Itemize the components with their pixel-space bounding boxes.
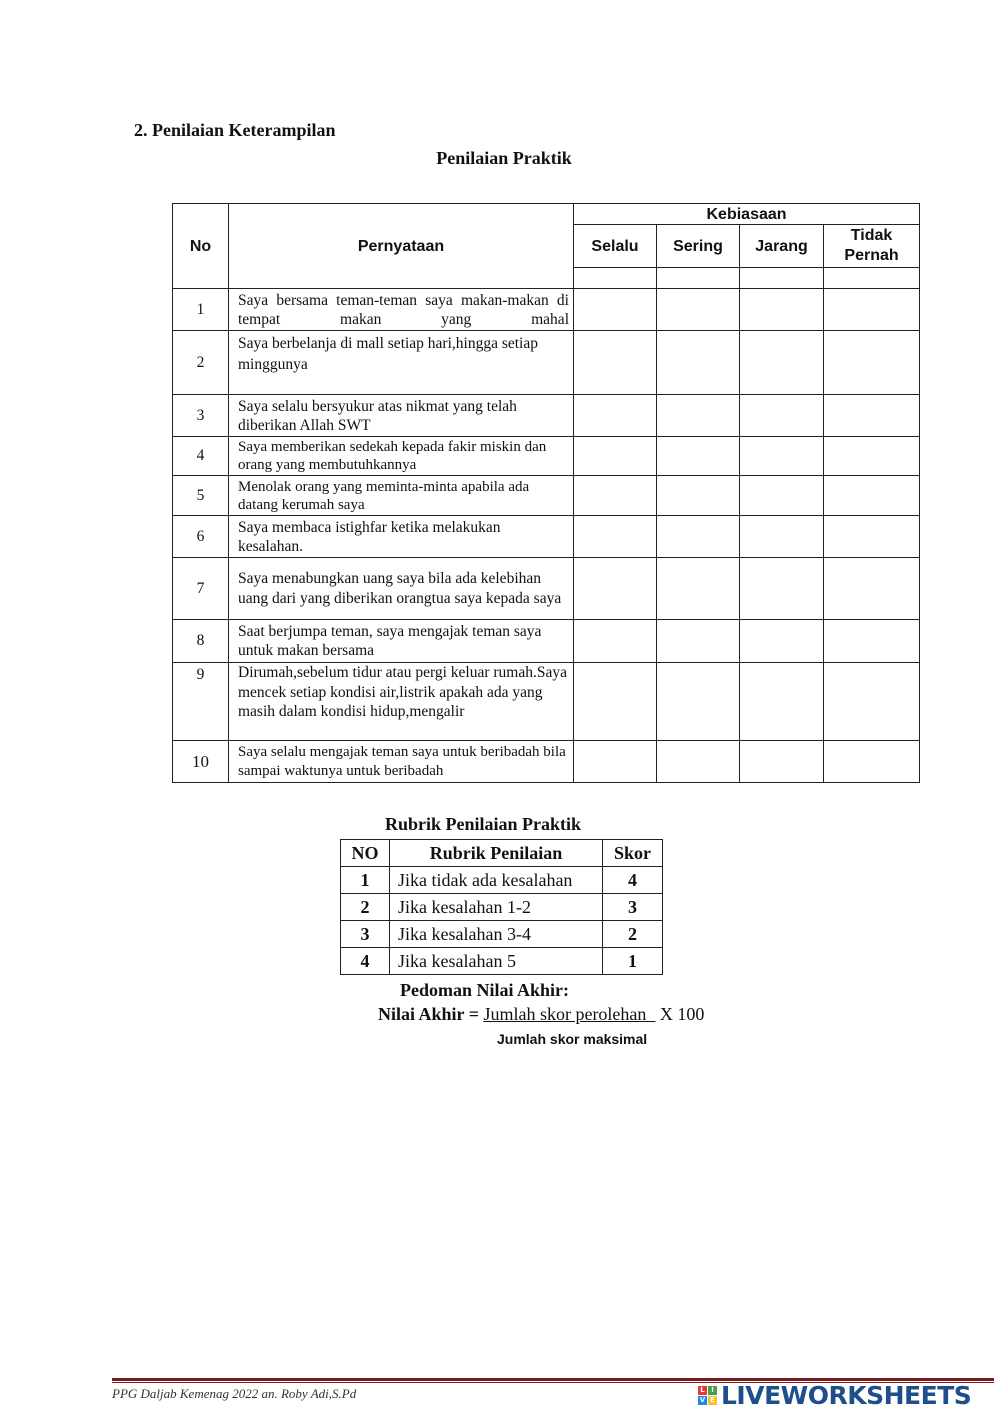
answer-selalu[interactable]: [574, 331, 657, 395]
answer-tidak-pernah[interactable]: [824, 741, 920, 783]
logo-blocks-icon: [698, 1386, 717, 1405]
rubric-row: [341, 921, 663, 948]
table-row: [173, 437, 920, 476]
row-statement: Saya menabungkan uang saya bila ada kelebihan uang dari yang diberikan orangtua saya kepada saya: [229, 558, 574, 620]
rubric-score: 3: [603, 894, 663, 921]
row-statement: Menolak orang yang meminta-minta apabila ada datang kerumah saya: [229, 476, 574, 516]
row-number: 5: [173, 476, 229, 516]
table-row: [173, 476, 920, 516]
rubric-row: [341, 894, 663, 921]
logo-block: E: [708, 1396, 717, 1405]
answer-sering[interactable]: [657, 516, 740, 558]
rubric-row: [341, 948, 663, 975]
table-row: [173, 663, 920, 741]
rubric-row: [341, 867, 663, 894]
row-number: 6: [173, 516, 229, 558]
rubric-header-score: Skor: [603, 840, 663, 867]
answer-tidak-pernah[interactable]: [824, 663, 920, 741]
header-kebiasaan: Kebiasaan: [574, 204, 920, 225]
logo-block: I: [708, 1386, 717, 1395]
answer-tidak-pernah[interactable]: [824, 395, 920, 437]
answer-sering[interactable]: [657, 289, 740, 331]
answer-jarang[interactable]: [740, 331, 824, 395]
answer-jarang[interactable]: [740, 289, 824, 331]
rubric-score: 4: [603, 867, 663, 894]
section-title: 2. Penilaian Keterampilan: [134, 120, 336, 140]
answer-sering[interactable]: [657, 663, 740, 741]
answer-sering[interactable]: [657, 620, 740, 663]
answer-tidak-pernah[interactable]: [824, 516, 920, 558]
answer-jarang[interactable]: [740, 663, 824, 741]
answer-jarang[interactable]: [740, 476, 824, 516]
logo-block: L: [698, 1386, 707, 1395]
answer-tidak-pernah[interactable]: [824, 620, 920, 663]
rubric-criteria: Jika kesalahan 5: [390, 948, 603, 975]
table-row: [173, 395, 920, 437]
answer-jarang[interactable]: [740, 741, 824, 783]
header-statement: Pernyataan: [229, 204, 574, 289]
sub-title: Penilaian Praktik: [436, 148, 572, 168]
row-statement: Saya memberikan sedekah kepada fakir miskin dan orang yang membutuhkannya: [229, 437, 574, 476]
liveworksheets-logo: [698, 1380, 971, 1410]
logo-block: V: [699, 1395, 706, 1404]
formula-numerator: Jumlah skor perolehan: [483, 1004, 647, 1024]
header-tidak-pernah: Tidak Pernah: [824, 225, 920, 268]
answer-jarang[interactable]: [740, 516, 824, 558]
row-number: 4: [173, 437, 229, 476]
formula-underline-gap: [646, 1004, 655, 1024]
table-row: [173, 289, 920, 331]
header-sering: Sering: [657, 225, 740, 268]
pedoman-title: Pedoman Nilai Akhir:: [400, 980, 570, 1000]
rubric-score: 2: [603, 921, 663, 948]
rubric-score: 1: [603, 948, 663, 975]
blank-cell: [740, 268, 824, 289]
row-number: 7: [173, 558, 229, 620]
answer-jarang[interactable]: [740, 437, 824, 476]
answer-selalu[interactable]: [574, 663, 657, 741]
rubric-criteria: Jika tidak ada kesalahan: [390, 867, 603, 894]
header-selalu: Selalu: [574, 225, 657, 268]
header-no: No: [173, 204, 229, 289]
answer-selalu[interactable]: [574, 437, 657, 476]
answer-sering[interactable]: [657, 558, 740, 620]
answer-selalu[interactable]: [574, 516, 657, 558]
answer-jarang[interactable]: [740, 620, 824, 663]
formula-denominator: Jumlah skor maksimal: [497, 1031, 648, 1047]
rubric-header-criteria: Rubrik Penilaian: [390, 840, 603, 867]
answer-sering[interactable]: [657, 395, 740, 437]
rubric-no: 2: [341, 894, 390, 921]
answer-sering[interactable]: [657, 437, 740, 476]
formula-multiplier: X 100: [659, 1004, 705, 1024]
table-row: [173, 516, 920, 558]
row-statement: Saya bersama teman-teman saya makan-makan di tempat makan yang mahal: [229, 289, 574, 331]
answer-jarang[interactable]: [740, 395, 824, 437]
formula-label: Nilai Akhir =: [378, 1004, 479, 1024]
answer-tidak-pernah[interactable]: [824, 437, 920, 476]
blank-cell: [824, 268, 920, 289]
table-row: [173, 331, 920, 395]
answer-selalu[interactable]: [574, 395, 657, 437]
row-statement: Saya selalu mengajak teman saya untuk beribadah bila sampai waktunya untuk beribadah: [229, 741, 574, 783]
rubric-criteria: Jika kesalahan 3-4: [390, 921, 603, 948]
answer-tidak-pernah[interactable]: [824, 331, 920, 395]
assessment-table: [172, 203, 920, 783]
row-number: 2: [173, 331, 229, 395]
row-number: 8: [173, 620, 229, 663]
row-statement: Saya selalu bersyukur atas nikmat yang telah diberikan Allah SWT: [229, 395, 574, 437]
answer-selalu[interactable]: [574, 476, 657, 516]
row-statement: Saya berbelanja di mall setiap hari,hingga setiap minggunya: [229, 331, 574, 395]
formula: [378, 1004, 704, 1025]
table-row: [173, 620, 920, 663]
rubric-header-no: NO: [341, 840, 390, 867]
rubric-no: 4: [341, 948, 390, 975]
answer-sering[interactable]: [657, 476, 740, 516]
rubric-no: 3: [341, 921, 390, 948]
row-statement: Saya membaca istighfar ketika melakukan kesalahan.: [229, 516, 574, 558]
row-number: 9: [173, 663, 229, 741]
row-number: 3: [173, 395, 229, 437]
answer-jarang[interactable]: [740, 558, 824, 620]
logo-text: LIVEWORKSHEETS: [721, 1380, 972, 1410]
answer-tidak-pernah[interactable]: [824, 558, 920, 620]
blank-cell: [574, 268, 657, 289]
header-jarang: Jarang: [740, 225, 824, 268]
answer-sering[interactable]: [657, 331, 740, 395]
table-row: [173, 741, 920, 783]
rubric-no: 1: [341, 867, 390, 894]
footer-credit: PPG Daljab Kemenag 2022 an. Roby Adi,S.Pd: [112, 1386, 357, 1401]
row-statement: Dirumah,sebelum tidur atau pergi keluar rumah.Saya mencek setiap kondisi air,listrik apakah ada yang masih dalam kondisi hidup,mengalir: [229, 663, 574, 741]
rubric-criteria: Jika kesalahan 1-2: [390, 894, 603, 921]
row-number: 1: [173, 289, 229, 331]
table-row: [173, 558, 920, 620]
row-number: 10: [173, 741, 229, 783]
answer-selalu[interactable]: [574, 741, 657, 783]
rubric-table: [340, 839, 663, 975]
answer-selalu[interactable]: [574, 289, 657, 331]
answer-selalu[interactable]: [574, 558, 657, 620]
answer-tidak-pernah[interactable]: [824, 289, 920, 331]
answer-tidak-pernah[interactable]: [824, 476, 920, 516]
answer-selalu[interactable]: [574, 620, 657, 663]
answer-sering[interactable]: [657, 741, 740, 783]
row-statement: Saat berjumpa teman, saya mengajak teman saya untuk makan bersama: [229, 620, 574, 663]
blank-cell: [657, 268, 740, 289]
rubric-title: Rubrik Penilaian Praktik: [385, 814, 582, 834]
